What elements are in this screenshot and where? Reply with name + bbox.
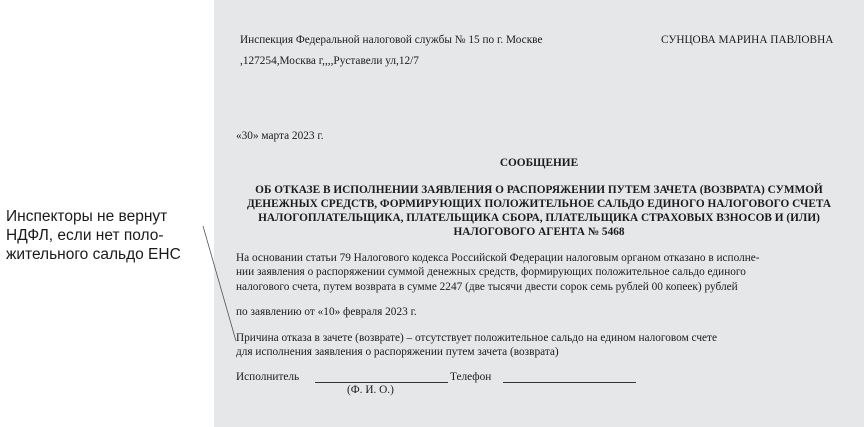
executor-signature-line — [315, 382, 448, 383]
fio-caption: (Ф. И. О.) — [347, 384, 394, 396]
subject-line: ДЕНЕЖНЫХ СРЕДСТВ, ФОРМИРУЮЩИХ ПОЛОЖИТЕЛЬНОЕ САЛЬДО ЕДИНОГО НАЛОГОВОГО СЧЕТА — [246, 198, 831, 210]
taxpayer-name: СУНЦОВА МАРИНА ПАВЛОВНА — [661, 34, 834, 46]
phone-signature-line — [503, 382, 636, 383]
basis-line: налогового счета, путем возврата в сумме 2247 (две тысячи двести сорок семь рублей 00 копеек) рублей — [236, 280, 738, 293]
callout-line: НДФЛ, если нет поло- — [6, 227, 164, 244]
subject-line: НАЛОГОВОГО АГЕНТА № 5468 — [453, 226, 625, 238]
subject-line: НАЛОГОПЛАТЕЛЬЩИКА, ПЛАТЕЛЬЩИКА СБОРА, ПЛАТЕЛЬЩИКА СТРАХОВЫХ ВЗНОСОВ И (ИЛИ) — [258, 212, 820, 224]
document-date: «30» марта 2023 г. — [236, 130, 324, 142]
basis-paragraph — [236, 251, 760, 294]
basis-line: На основании статьи 79 Налогового кодекса Российской Федерации налоговым органом отказано в исполне- — [236, 252, 760, 264]
application-reference — [236, 305, 417, 319]
document-title: СООБЩЕНИЕ — [499, 157, 579, 169]
phone-label: Телефон — [450, 371, 492, 383]
callout-line: жительного сальдо ЕНС — [6, 246, 181, 263]
basis-line: нии заявления о распоряжении суммой денежных средств, формирующих положительное сальдо единого — [236, 266, 746, 279]
executor-label: Исполнитель — [236, 371, 300, 383]
application-line: по заявлению от «10» февраля 2023 г. — [236, 306, 417, 318]
reason-line: Причина отказа в зачете (возврате) – отсутствует положительное сальдо на едином налоговом счете — [236, 332, 717, 344]
subject-line: ОБ ОТКАЗЕ В ИСПОЛНЕНИИ ЗАЯВЛЕНИЯ О РАСПОРЯЖЕНИИ ПУТЕМ ЗАЧЕТА (ВОЗВРАТА) СУММОЙ — [255, 184, 823, 196]
callout-annotation — [6, 207, 206, 264]
taxpayer-address: ,127254,Москва г,,,,Руставели ул,12/7 — [240, 55, 419, 67]
callout-line: Инспекторы не вернут — [6, 208, 168, 225]
tax-notice-document — [214, 0, 864, 427]
reason-paragraph — [236, 331, 717, 360]
reason-line: для исполнения заявления о распоряжении путем зачета (возврата) — [236, 346, 559, 359]
inspection-name: Инспекция Федеральной налоговой службы № 15 по г. Москве — [240, 34, 543, 46]
document-subject — [244, 183, 834, 239]
